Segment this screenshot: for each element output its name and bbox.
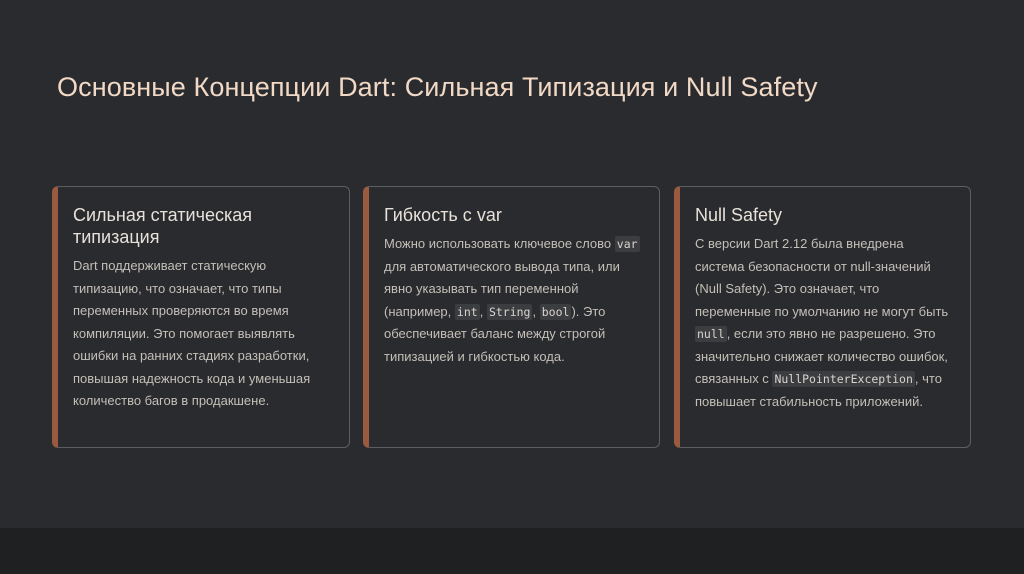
card-null-safety <box>674 186 971 448</box>
card-title: Null Safety <box>695 205 783 225</box>
text-segment: ). Это обеспечивает баланс между строгой типизацией и гибкостью кода. <box>384 303 606 364</box>
code-var: var <box>616 237 638 251</box>
slide-title: Основные Концепции Dart: Сильная Типизация и Null Safety <box>57 72 818 102</box>
card-text: Dart поддерживает статическую типизацию, что означает, что типы переменных проверяются во время компиляции. Это помогает выявлять ошибки на ранних стадиях разработки, повышая надежность кода и уменьшая количество багов в продакшене. <box>73 258 311 408</box>
card-title: Сильная статическая типизация <box>73 205 253 247</box>
text-segment: , что повышает стабильность приложений. <box>695 371 942 409</box>
text-segment: С версии Dart 2.12 была внедрена система безопасности от null-значений (Null Safety). Это означает, что переменные по умолчанию не могут быть <box>695 236 949 319</box>
card-strong-typing <box>52 186 350 448</box>
card-text <box>695 233 956 413</box>
text-segment: , если это явно не разрешено. Это значительно снижает количество ошибок, связанных с <box>695 326 948 386</box>
code-null: null <box>697 327 725 341</box>
card-text <box>384 233 645 368</box>
code-int: int <box>456 304 478 319</box>
code-null-pointer-exception: NullPointerException <box>774 372 913 386</box>
code-bool: bool <box>541 304 570 319</box>
separator: , <box>479 303 484 319</box>
card-var-flexibility <box>363 186 660 448</box>
text-segment: для автоматического вывода типа, или явно указывать тип переменной (например, <box>384 258 620 319</box>
code-string: String <box>488 304 531 319</box>
separator: , <box>532 303 537 319</box>
card-title: Гибкость с var <box>384 205 502 225</box>
text-segment: Можно использовать ключевое слово <box>384 236 612 251</box>
bottom-bar <box>0 528 1024 574</box>
